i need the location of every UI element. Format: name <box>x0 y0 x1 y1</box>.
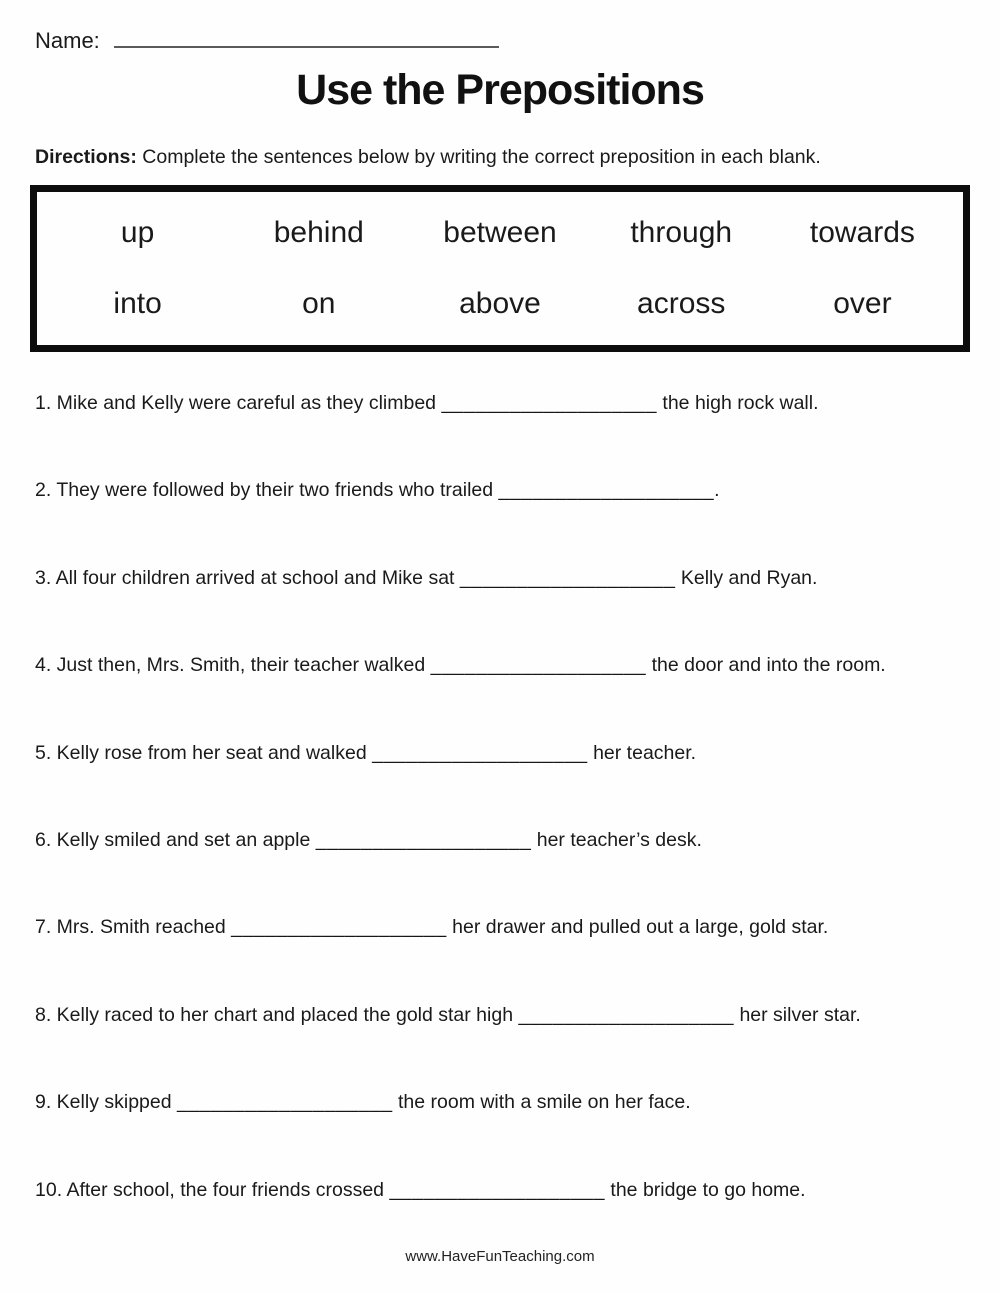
sentence-blank[interactable]: ___________________ <box>177 1091 393 1114</box>
sentence-text-after: her silver star. <box>734 1003 861 1026</box>
name-input-line[interactable] <box>114 28 499 48</box>
sentence-text-before: 6. Kelly smiled and set an apple <box>35 828 316 851</box>
sentence-text-after: Kelly and Ryan. <box>675 566 818 589</box>
page-title: Use the Prepositions <box>296 66 704 114</box>
word-bank-word: above <box>459 286 541 320</box>
sentence-item <box>35 742 980 829</box>
sentence-text-before: 4. Just then, Mrs. Smith, their teacher walked <box>35 654 431 677</box>
word-bank-word: over <box>833 286 892 320</box>
word-bank-word: through <box>630 216 733 250</box>
sentence-blank[interactable]: ___________________ <box>231 916 447 939</box>
word-bank-word: behind <box>273 216 364 250</box>
sentence-list <box>35 392 980 1266</box>
word-bank-word: on <box>302 286 336 320</box>
sentence-blank[interactable]: ___________________ <box>518 1003 735 1026</box>
sentence-text-before: 7. Mrs. Smith reached <box>35 916 232 939</box>
sentence-blank[interactable]: ___________________ <box>430 654 647 677</box>
sentence-blank[interactable]: ___________________ <box>459 566 676 589</box>
sentence-item <box>35 654 980 741</box>
sentence-text-after: her teacher’s desk. <box>531 828 702 851</box>
sentence-blank[interactable]: ___________________ <box>441 392 657 414</box>
sentence-item <box>35 1004 980 1091</box>
word-bank-word: between <box>443 216 557 250</box>
sentence-blank[interactable]: ___________________ <box>315 828 532 851</box>
sentence-item <box>35 479 980 566</box>
sentence-text-before: 3. All four children arrived at school and Mike sat <box>35 566 460 589</box>
directions <box>35 146 980 169</box>
word-bank-word: across <box>637 286 726 320</box>
sentence-blank[interactable]: ___________________ <box>389 1178 605 1201</box>
sentence-text-before: 8. Kelly raced to her chart and placed the gold star high <box>35 1003 519 1026</box>
sentence-item <box>35 567 980 654</box>
sentence-text-before: 5. Kelly rose from her seat and walked <box>35 741 373 764</box>
word-bank-word: towards <box>809 216 915 250</box>
sentence-text-after: her teacher. <box>587 741 697 764</box>
word-bank-box <box>30 185 970 352</box>
sentence-item <box>35 916 980 1003</box>
sentence-text-before: 2. They were followed by their two friends who trailed <box>35 479 499 502</box>
sentence-text-after: the door and into the room. <box>646 654 886 677</box>
sentence-item <box>35 829 980 916</box>
sentence-text-after: . <box>714 479 720 502</box>
sentence-text-after: her drawer and pulled out a large, gold star. <box>446 916 829 939</box>
name-label: Name: <box>35 28 100 53</box>
directions-text: Complete the sentences below by writing the correct preposition in each blank. <box>136 146 821 168</box>
sentence-text-after: the bridge to go home. <box>605 1178 806 1201</box>
directions-label: Directions: <box>35 146 137 168</box>
sentence-text-after: the high rock wall. <box>657 392 819 414</box>
sentence-text-before: 1. Mike and Kelly were careful as they climbed <box>35 392 442 414</box>
sentence-text-before: 10. After school, the four friends crossed <box>35 1178 390 1201</box>
name-row <box>35 28 499 54</box>
sentence-item <box>35 1091 980 1178</box>
word-bank-word: into <box>113 286 162 320</box>
sentence-item <box>35 392 980 479</box>
sentence-text-after: the room with a smile on her face. <box>392 1091 691 1114</box>
sentence-blank[interactable]: ___________________ <box>498 479 715 502</box>
footer-url: www.HaveFunTeaching.com <box>405 1248 595 1265</box>
word-bank-word: up <box>120 216 155 250</box>
sentence-text-before: 9. Kelly skipped <box>35 1091 177 1114</box>
sentence-blank[interactable]: ___________________ <box>372 741 588 764</box>
